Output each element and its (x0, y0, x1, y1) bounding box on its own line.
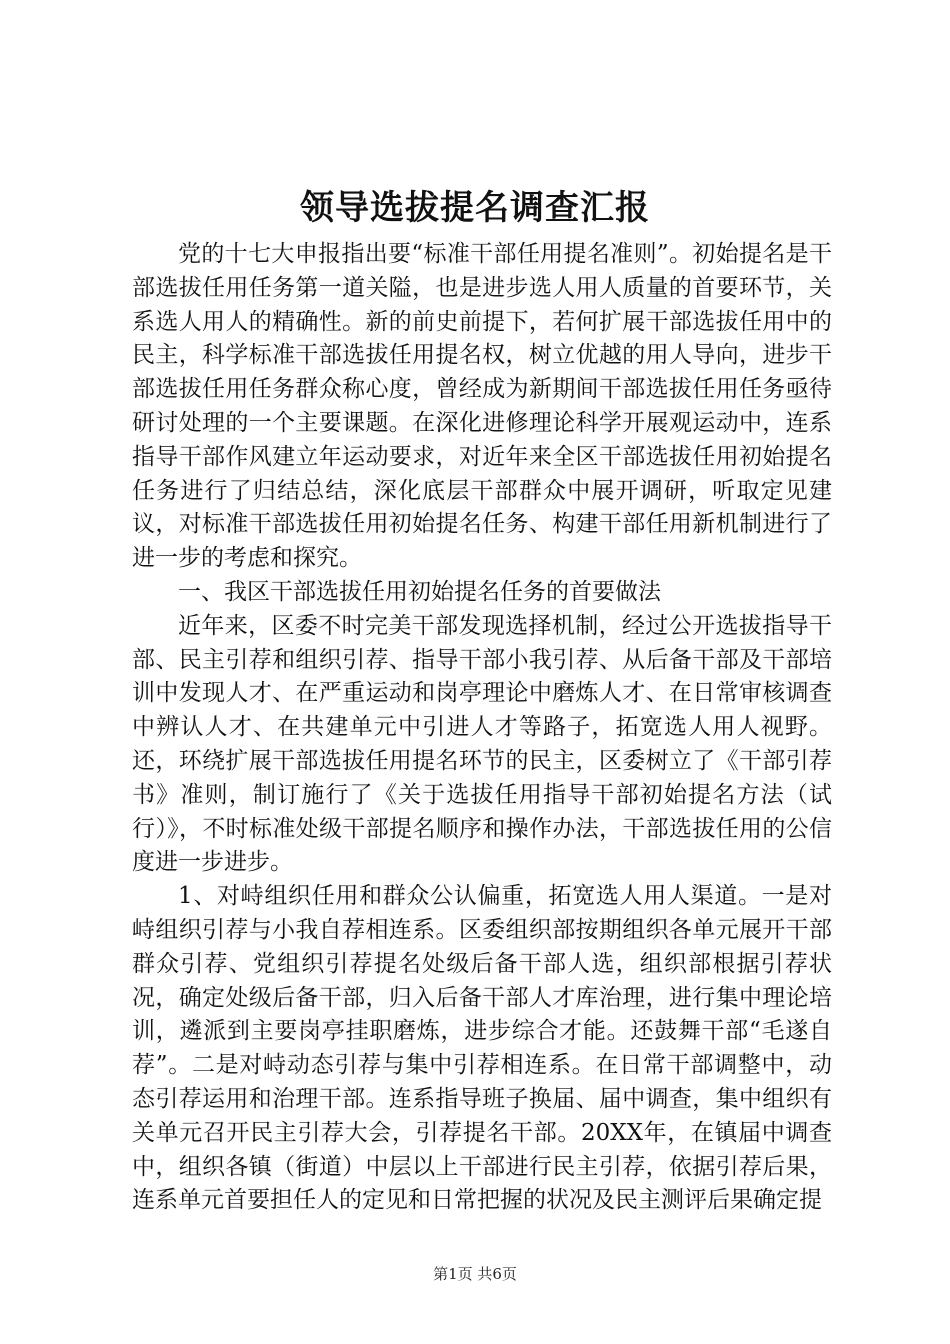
paragraph-item-1: 1、对峙组织任用和群众公认偏重，拓宽选人用人渠道。一是对峙组织引荐与小我自荐相连系。区委组织部按期组织各单元展开干部群众引荐、党组织引荐提名处级后备干部人选，组织部根据引荐状况，确定处级后备干部，归入后备干部人才库治理，进行集中理论培训，遴派到主要岗亭挂职磨炼，进步综合才能。还鼓舞干部“毛遂自荐”。二是对峙动态引荐与集中引荐相连系。在日常干部调整中，动态引荐运用和治理干部。连系指导班子换届、届中调查，集中组织有关单元召开民主引荐大会，引荐提名干部。20XX年，在镇届中调查中，组织各镇（街道）中层以上干部进行民主引荐，依据引荐后果，连系单元首要担任人的定见和日常把握的状况及民主测评后果确定提 (132, 883, 832, 1214)
document-title: 领导选拔提名调查汇报 (300, 188, 650, 228)
paragraph-section-1: 近年来，区委不时完美干部发现选择机制，经过公开选拔指导干部、民主引荐和组织引荐、指导干部小我引荐、从后备干部及干部培训中发现人才、在严重运动和岗亭理论中磨炼人才、在日常审核调查中辨认人才、在共建单元中引进人才等路子，拓宽选人用人视野。还，环绕扩展干部选拔任用提名环节的民主，区委树立了《干部引荐书》准则，制订施行了《关于选拔任用指导干部初始提名方法（试行）》，不时标准处级干部提名顺序和操作办法，干部选拔任用的公信度进一步进步。 (132, 612, 832, 876)
section-heading-1: 一、我区干部选拔任用初始提名任务的首要做法 (178, 578, 661, 605)
page-number-footer: 第1页 共6页 (433, 1265, 517, 1283)
document-body (132, 238, 832, 1218)
paragraph-intro: 党的十七大申报指出要“标准干部任用提名准则”。初始提名是干部选拔任用任务第一道关隘，也是进步选人用人质量的首要环节，关系选人用人的精确性。新的前史前提下，若何扩展干部选拔任用中的民主，科学标准干部选拔任用提名权，树立优越的用人导向，进步干部选拔任用任务群众称心度，曾经成为新期间干部选拔任用任务亟待研讨处理的一个主要课题。在深化进修理论科学开展观运动中，连系指导干部作风建立年运动要求，对近年来全区干部选拔任用初始提名任务进行了归结总结，深化底层干部群众中展开调研，听取定见建议，对标准干部选拔任用初始提名任务、构建干部任用新机制进行了进一步的考虑和探究。 (132, 241, 832, 572)
